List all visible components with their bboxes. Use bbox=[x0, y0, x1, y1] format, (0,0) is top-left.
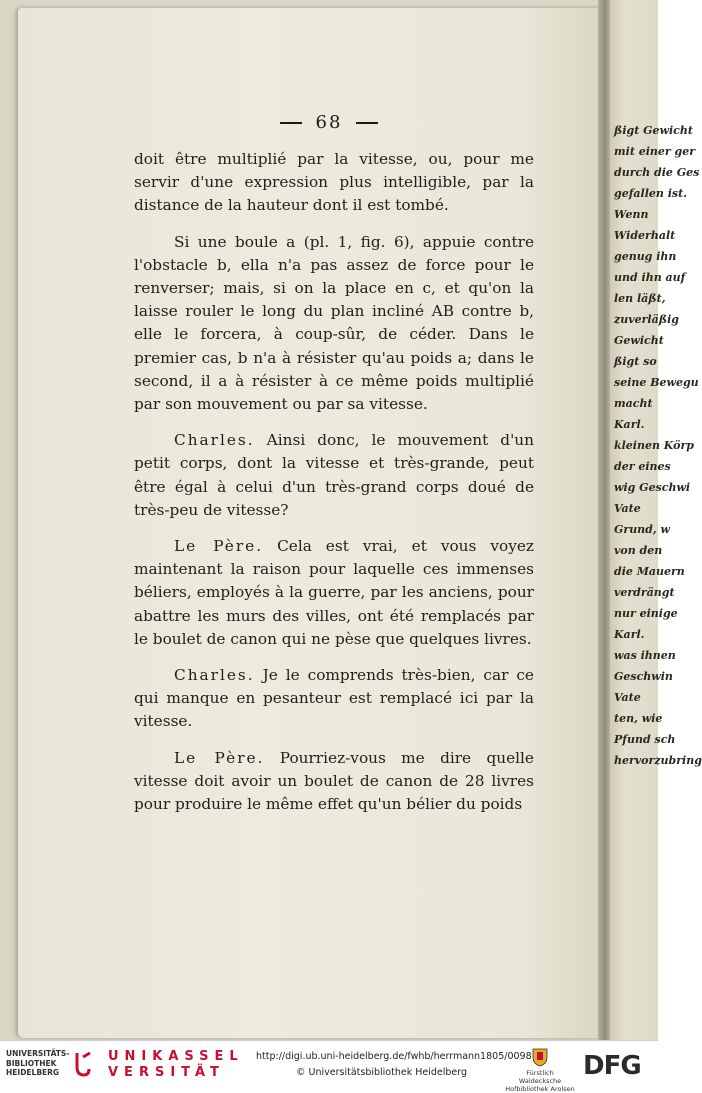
facing-page-line: genug ihn bbox=[614, 250, 677, 263]
paragraph-text: doit être multiplié par la vitesse, ou, pour me servir d'une expression plus intelligible, par la distance de la hauteur dont il est tombé. bbox=[134, 150, 534, 215]
speaker-name: Le Père. bbox=[174, 748, 265, 767]
facing-page-line: hervorzubring bbox=[614, 754, 702, 767]
speaker-name: Charles. bbox=[174, 431, 255, 450]
facing-page-line: macht bbox=[614, 397, 653, 410]
page-number bbox=[0, 112, 658, 133]
facing-page-line: durch die Ges bbox=[614, 166, 700, 179]
paragraph bbox=[134, 747, 534, 817]
speaker-name: Le Père. bbox=[174, 537, 264, 556]
dash-left bbox=[280, 122, 302, 124]
facing-page-line: wig Geschwi bbox=[614, 481, 691, 494]
facing-page-line: die Mauern bbox=[614, 565, 685, 578]
facing-page-line: der eines bbox=[614, 460, 671, 473]
arolsen-library-logo[interactable] bbox=[505, 1047, 575, 1093]
permalink-url[interactable]: http://digi.ub.uni-heidelberg.de/fwhb/herrmann1805/0098 bbox=[256, 1051, 532, 1062]
copyright-notice: © Universitätsbibliothek Heidelberg bbox=[296, 1067, 468, 1078]
ub-heidelberg-line: HEIDELBERG bbox=[6, 1068, 60, 1077]
facing-page-line: nur einige bbox=[614, 607, 678, 620]
paragraph-text: Pourriez-vous me dire quelle vitesse doit avoir un boulet de canon de 28 livres pour produire le même effet qu'un bélier du poids bbox=[134, 748, 534, 814]
facing-page-line: Grund, w bbox=[614, 523, 671, 536]
facing-page-line: verdrängt bbox=[614, 586, 675, 599]
paragraph bbox=[134, 429, 534, 522]
facing-page-line: Gewicht bbox=[614, 334, 664, 347]
uni-kassel-line-1: UNIKASSEL bbox=[108, 1049, 244, 1064]
facing-page-line: kleinen Körp bbox=[614, 439, 694, 452]
uni-kassel-line-2: VERSITÄT bbox=[108, 1065, 225, 1080]
dfg-logo[interactable]: DFG bbox=[583, 1051, 641, 1081]
paragraph-text: Ainsi donc, le mouvement d'un petit corps, dont la vitesse et très-grande, peut être égal à celui d'un très-grand corps doué de très-peu de vitesse? bbox=[134, 431, 534, 519]
facing-page-line: len läßt, bbox=[614, 292, 666, 305]
facing-page-line: mit einer ger bbox=[614, 145, 696, 158]
facing-page-line: von den bbox=[614, 544, 663, 557]
coat-of-arms-icon bbox=[532, 1047, 548, 1067]
facing-page-line: Vate bbox=[614, 691, 641, 704]
paragraph-text: Si une boule a (pl. 1, fig. 6), appuie contre l'obstacle b, ella n'a pas assez de force pour le renverser; mais, si on la place en c, et qu'on la laisse rouler le long du plan incliné AB contre b, elle le forcera, à coup-sûr, de céder. Dans le premier cas, b n'a à résister qu'au poids a; dans le second, il a à résister à ce même poids multiplié par son mouvement ou par sa vitesse. bbox=[134, 232, 534, 414]
facing-page-line: was ihnen bbox=[614, 649, 676, 662]
uni-kassel-emblem-icon bbox=[74, 1051, 92, 1079]
viewer-footer bbox=[0, 1040, 658, 1093]
facing-page-line: seine Bewegu bbox=[614, 376, 699, 389]
ub-heidelberg-line: BIBLIOTHEK bbox=[6, 1058, 57, 1068]
arolsen-line: Hofbibliothek Arolsen bbox=[505, 1085, 575, 1093]
facing-page-text bbox=[614, 120, 702, 771]
facing-page-line: gefallen ist. bbox=[614, 187, 688, 200]
facing-page-line: Widerhalt bbox=[614, 229, 676, 242]
page-number-value: 68 bbox=[315, 112, 343, 133]
paragraph bbox=[134, 231, 534, 417]
arolsen-line: Fürstlich Waldecksche bbox=[518, 1069, 562, 1085]
paragraph-text: Cela est vrai, et vous voyez maintenant la raison pour laquelle ces immenses béliers, employés à la guerre, par les anciens, pour abattre les murs des villes, ont été remplacés par le boulet de canon qui ne pèse que quelques livres. bbox=[134, 537, 534, 648]
facing-page-line: ßigt so bbox=[614, 355, 657, 368]
facing-page-line: Karl. bbox=[614, 418, 645, 431]
facing-page-line: und ihn auf bbox=[614, 271, 686, 284]
facing-page-line: Pfund sch bbox=[614, 733, 676, 746]
page-body-text bbox=[134, 148, 534, 816]
ub-heidelberg-line: UNIVERSITÄTS- bbox=[6, 1049, 70, 1058]
facing-page-line: zuverläßig bbox=[614, 313, 679, 326]
facing-page-line: Wenn bbox=[614, 208, 649, 221]
ub-heidelberg-logo[interactable] bbox=[6, 1049, 69, 1078]
facing-page-line: Vate bbox=[614, 502, 641, 515]
dash-right bbox=[356, 122, 378, 124]
facing-page-line: Karl. bbox=[614, 628, 645, 641]
paragraph-text: Je le comprends très-bien, car ce qui manque en pesanteur est remplacé ici par la vitesse. bbox=[134, 666, 534, 731]
facing-page-line: ten, wie bbox=[614, 712, 663, 725]
paragraph bbox=[134, 535, 534, 651]
paragraph bbox=[134, 664, 534, 734]
facing-page-line: ßigt Gewicht bbox=[614, 124, 693, 137]
paragraph bbox=[134, 148, 534, 218]
speaker-name: Charles. bbox=[174, 666, 255, 685]
facing-page-line: Geschwin bbox=[614, 670, 673, 683]
